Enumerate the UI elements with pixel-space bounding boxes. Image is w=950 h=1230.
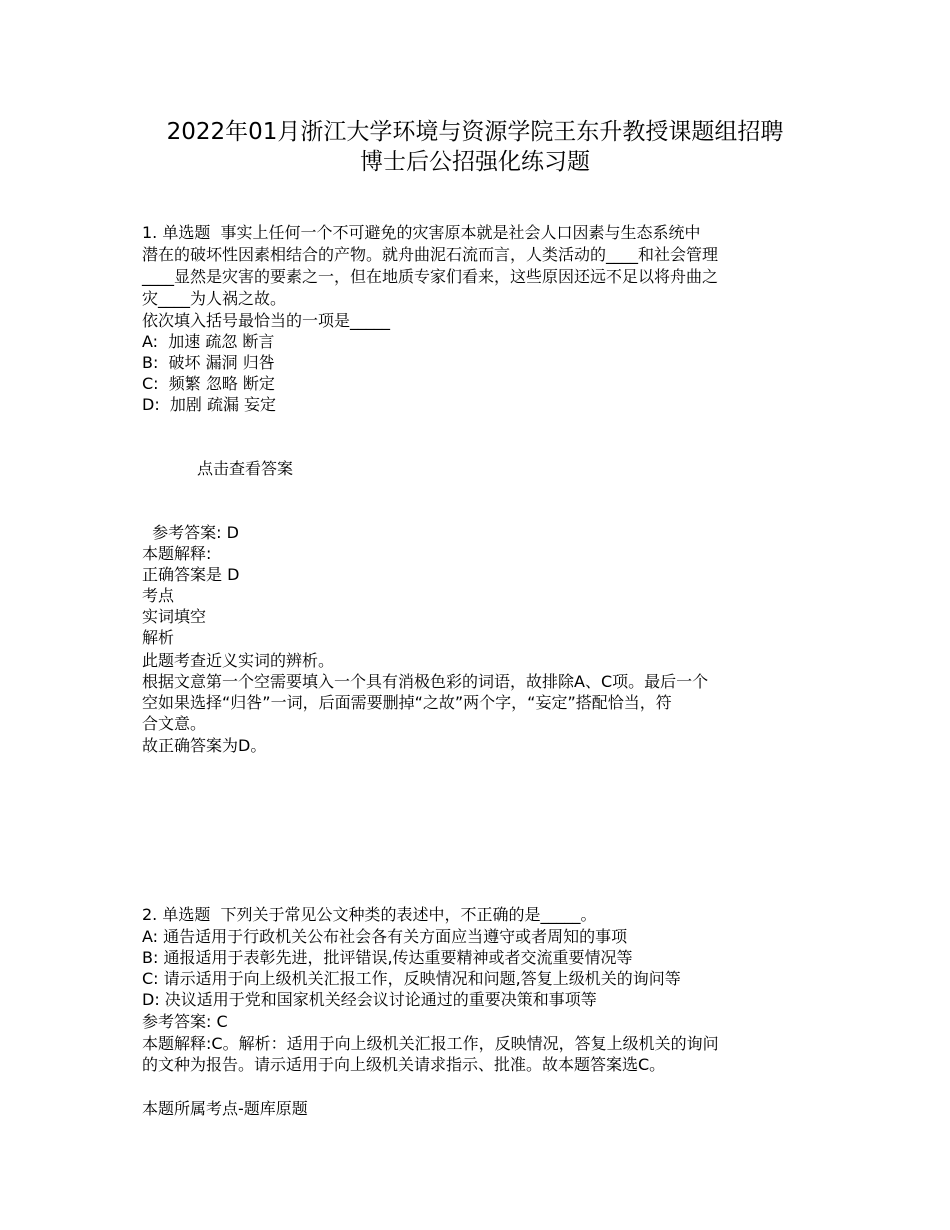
q1-analysis-line-4: 合文意。	[142, 714, 207, 733]
view-answer-link[interactable]: 点击查看答案	[197, 459, 294, 478]
q1-conclusion: 故正确答案为D。	[142, 736, 267, 755]
title-line-1: 2022年01月浙江大学环境与资源学院王东升教授课题组招聘	[166, 119, 784, 145]
q2-option-c: C: 请示适用于向上级机关汇报工作，反映情况和问题,答复上级机关的询问等	[142, 969, 681, 988]
q2-explanation-line-2: 的文种为报告。请示适用于向上级机关请求指示、批准。故本题答案选C。	[142, 1055, 666, 1074]
q1-stem-line-3: ____显然是灾害的要素之一，但在地质专家们看来，这些原因还远不足以将舟曲之	[142, 267, 719, 286]
q1-stem-line-1: 1. 单选题 事实上任何一个不可避免的灾害原本就是社会人口因素与生态系统中	[142, 223, 701, 242]
q2-option-b: B: 通报适用于表彰先进，批评错误,传达重要精神或者交流重要情况等	[142, 948, 633, 967]
q1-option-b: B: 破坏 漏洞 归咎	[142, 353, 275, 372]
q2-explanation-line-1: 本题解释:C。解析：适用于向上级机关汇报工作，反映情况，答复上级机关的询问	[142, 1034, 719, 1053]
q1-topic: 实词填空	[142, 607, 207, 626]
q1-stem-line-4: 灾____为人祸之故。	[142, 289, 287, 308]
q1-prompt: 依次填入括号最恰当的一项是_____	[142, 311, 391, 330]
q1-analysis-line-3: 空如果选择“归咎”一词，后面需要删掉“之故”两个字，“妄定”搭配恰当，符	[142, 693, 672, 712]
q1-analysis-line-1: 此题考查近义实词的辨析。	[142, 651, 335, 670]
q1-explanation-label: 本题解释:	[142, 544, 212, 563]
q1-option-d: D: 加剧 疏漏 妄定	[142, 395, 277, 414]
q2-reference-answer: 参考答案: C	[142, 1012, 228, 1031]
q1-topic-label: 考点	[142, 586, 175, 605]
q1-reference-answer: 参考答案: D	[142, 523, 239, 542]
q1-stem-line-2: 潜在的破坏性因素相结合的产物。就舟曲泥石流而言，人类活动的____和社会管理	[142, 245, 719, 264]
q2-option-a: A: 通告适用于行政机关公布社会各有关方面应当遵守或者周知的事项	[142, 927, 628, 946]
q2-option-d: D: 决议适用于党和国家机关经会议讨论通过的重要决策和事项等	[142, 990, 597, 1009]
q2-stem: 2. 单选题 下列关于常见公文种类的表述中，不正确的是_____。	[142, 905, 597, 924]
q1-option-c: C: 频繁 忽略 断定	[142, 374, 275, 393]
q1-option-a: A: 加速 疏忽 断言	[142, 332, 275, 351]
q1-correct-answer: 正确答案是 D	[142, 565, 240, 584]
q1-analysis-label: 解析	[142, 628, 175, 647]
title-line-2: 博士后公招强化练习题	[360, 149, 590, 175]
q2-source: 本题所属考点-题库原题	[142, 1099, 308, 1118]
q1-analysis-line-2: 根据文意第一个空需要填入一个具有消极色彩的词语，故排除A、C项。最后一个	[142, 672, 709, 691]
